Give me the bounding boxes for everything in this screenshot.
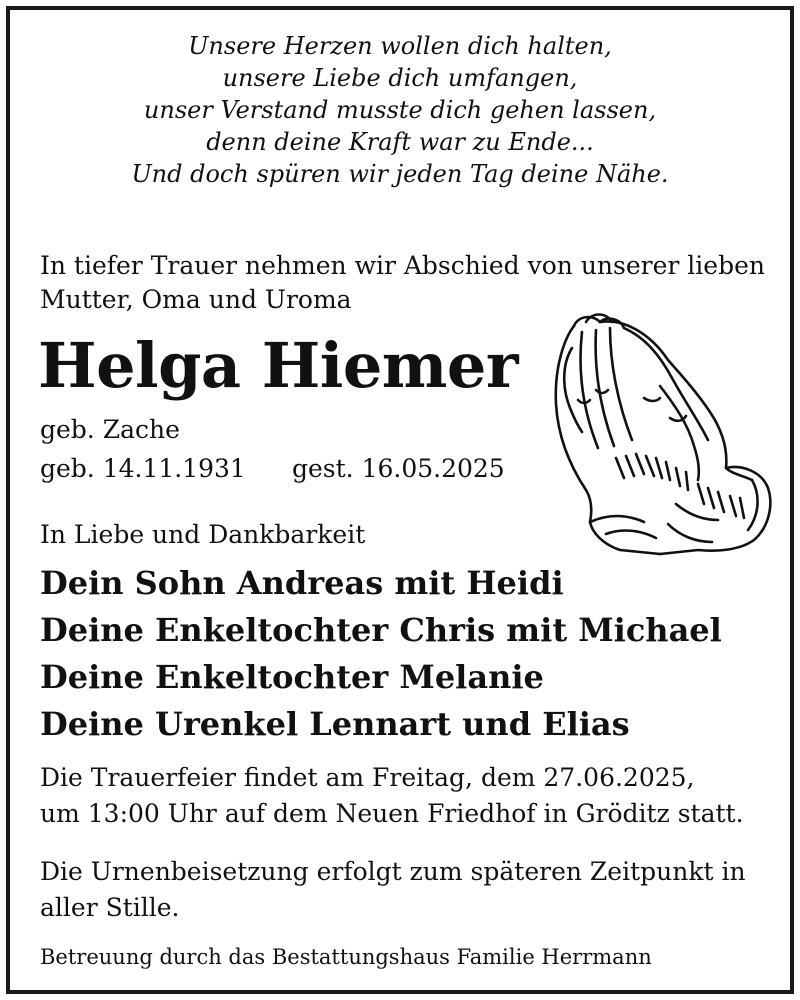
poem-line: denn deine Kraft war zu Ende...	[206, 128, 594, 156]
poem-line: unsere Liebe dich umfangen,	[222, 64, 578, 92]
undertaker-line: Betreuung durch das Bestattungshaus Familie Herrmann	[40, 945, 652, 969]
service-line: Die Trauerfeier findet am Freitag, dem 27.06.2025,	[40, 763, 695, 792]
urn-burial-info	[40, 854, 746, 926]
poem	[0, 30, 800, 190]
deceased-name: Helga Hiemer	[38, 329, 518, 402]
funeral-service-info	[40, 760, 744, 832]
family-member: Deine Enkeltochter Chris mit Michael	[40, 611, 722, 649]
intro-text	[40, 249, 765, 317]
thanks-line: In Liebe und Dankbarkeit	[40, 520, 366, 549]
family-member: Dein Sohn Andreas mit Heidi	[40, 564, 564, 602]
birth-date: geb. 14.11.1931	[40, 454, 246, 483]
life-dates	[40, 452, 505, 486]
praying-hands-icon	[548, 308, 774, 556]
urn-line: aller Stille.	[40, 893, 180, 922]
intro-line: Mutter, Oma und Uroma	[40, 285, 352, 314]
maiden-name: geb. Zache	[40, 415, 180, 444]
urn-line: Die Urnenbeisetzung erfolgt zum späteren Zeitpunkt in	[40, 857, 746, 886]
service-line: um 13:00 Uhr auf dem Neuen Friedhof in Gröditz statt.	[40, 799, 744, 828]
death-date: gest. 16.05.2025	[292, 454, 505, 483]
poem-line: Unsere Herzen wollen dich halten,	[188, 32, 612, 60]
poem-line: unser Verstand musste dich gehen lassen,	[143, 96, 657, 124]
family-list	[40, 560, 722, 748]
family-member: Deine Enkeltochter Melanie	[40, 658, 544, 696]
intro-line: In tiefer Trauer nehmen wir Abschied von unserer lieben	[40, 251, 765, 280]
poem-line: Und doch spüren wir jeden Tag deine Nähe.	[131, 160, 669, 188]
family-member: Deine Urenkel Lennart und Elias	[40, 705, 630, 743]
